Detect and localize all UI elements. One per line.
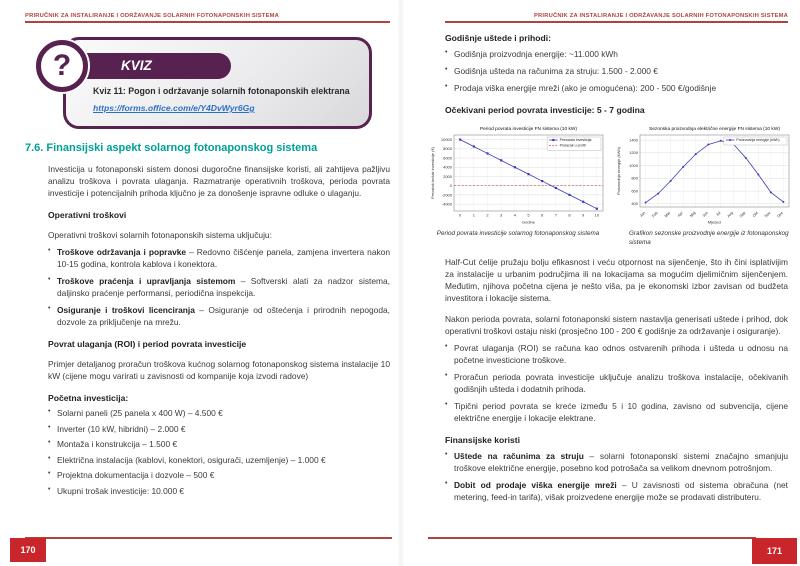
svg-text:1200: 1200: [629, 150, 638, 156]
seasonal-chart-caption: Grafikon sezonske proizvodnje energije iz fotonaponskog sistema: [629, 230, 789, 246]
list-item: • Povrat ulaganja (ROI) se računa kao odnos ostvarenih prihoda i ušteda u odnosu na početne investicione troškove.: [445, 342, 788, 366]
intro-paragraph: Investicija u fotonaponski sistem donosi dugoročne finansijske koristi, ali zahtijeva pažljivu analizu troškova i povrata ulaganja. Razmatranje operativnih troškova, perioda povrata investicije i potencijalnih prihoda ključno je za donošenje ispravne odluke o ulaganju.: [48, 164, 390, 199]
svg-text:Prelazak u profit: Prelazak u profit: [559, 143, 586, 148]
footer-rule-left: [25, 537, 392, 539]
roi-notes-list: [445, 342, 788, 424]
header-rule-right: [445, 21, 788, 23]
header-rule-left: [25, 21, 390, 23]
svg-text:Jun: Jun: [701, 210, 709, 219]
running-header-left: PRIRUČNIK ZA INSTALIRANJE I ODRŽAVANJE SOLARNIH FOTONAPONSKIH SISTEMA: [25, 13, 280, 19]
svg-text:800: 800: [631, 175, 638, 181]
payback-chart-block: [429, 123, 607, 247]
svg-text:Jul: Jul: [715, 210, 722, 218]
svg-text:0: 0: [459, 212, 462, 218]
svg-text:Godine: Godine: [522, 219, 535, 225]
svg-text:7: 7: [554, 212, 557, 218]
svg-text:6: 6: [541, 212, 544, 218]
svg-text:Preostala investicija: Preostala investicija: [559, 138, 592, 143]
list-item: • Proračun perioda povrata investicije uključuje analizu troškova instalacije, očekivanih godišnjih ušteda i dodatnih prihoda.: [445, 371, 788, 395]
seasonal-chart: [615, 123, 793, 225]
svg-text:6000: 6000: [443, 155, 452, 161]
quiz-form-link[interactable]: https://forms.office.com/e/Y4DvWyr6Gg: [93, 103, 255, 113]
footer-rule-right: [428, 537, 756, 539]
svg-text:Maj: Maj: [689, 210, 697, 219]
svg-text:4000: 4000: [443, 164, 452, 170]
list-item: • Prodaja viška energije mreži (ako je omogućena): 200 - 500 €/godišnje: [445, 82, 788, 94]
seasonal-chart-block: [615, 123, 793, 247]
svg-text:10000: 10000: [440, 137, 452, 143]
svg-text:Sep: Sep: [738, 210, 747, 219]
list-item: • Projektna dokumentacija i dozvole – 500 €: [48, 469, 390, 481]
page-number-left: 170: [10, 538, 46, 562]
question-mark-icon: ?: [36, 40, 88, 92]
quiz-box: [52, 37, 372, 129]
initial-investment-heading: Početna investicija:: [48, 393, 129, 404]
svg-text:3: 3: [500, 212, 503, 218]
list-item: • Tipični period povrata se kreće između 5 i 10 godina, zavisno od subvencija, cijene električne energije i lokacije elektrane.: [445, 400, 788, 424]
svg-text:Proizvodnja energije (kWh): Proizvodnja energije (kWh): [736, 138, 780, 143]
list-item: • Godišnja proizvodnja energije: ~11.000 kWh: [445, 48, 788, 60]
svg-text:2000: 2000: [443, 173, 452, 179]
list-item: • Električna instalacija (kablovi, konektori, osigurači, uzemljenje) – 1.000 €: [48, 454, 390, 466]
operating-costs-intro: Operativni troškovi solarnih fotonaponskih sistema uključuju:: [48, 230, 272, 241]
svg-text:Avg: Avg: [726, 210, 734, 219]
after-payback-paragraph: Nakon perioda povrata, solarni fotonaponski sistem nastavlja generisati uštede i prihod, dok operativni troškovi ostaju niski (prosječno 100 - 200 € godišnje za održavanje i osiguranje).: [445, 314, 788, 337]
svg-text:8000: 8000: [443, 146, 452, 152]
initial-investment-list: [48, 407, 390, 497]
svg-text:Mar: Mar: [663, 210, 672, 219]
svg-text:1000: 1000: [629, 163, 638, 169]
list-item: • Godišnja ušteda na računima za struju: 1.500 - 2.000 €: [445, 65, 788, 77]
svg-text:-4000: -4000: [441, 201, 452, 207]
annual-savings-heading: Godišnje uštede i prihodi:: [445, 33, 551, 43]
payback-period-heading: Očekivani period povrata investicije: 5 - 7 godina: [445, 105, 645, 116]
svg-text:400: 400: [631, 201, 638, 207]
svg-text:Preostali trošak investicije (: Preostali trošak investicije (€): [430, 147, 435, 200]
roi-example-paragraph: Primjer detaljanog proračun troškova kućnog solarnog fotonaponskog sistema instalacije 10 kW (cijene mogu varirati u zavisnosti od kompanije koja izvodi radove): [48, 359, 390, 382]
svg-text:1400: 1400: [629, 137, 638, 143]
list-item: • Inverter (10 kW, hibridni) – 2.000 €: [48, 423, 390, 435]
svg-text:Feb: Feb: [651, 210, 659, 219]
halfcut-paragraph: Half-Cut ćelije pružaju bolju efikasnost i veću otpornost na sijenčenje, što ih čini isplativijim za instalacije u urbanim područjima ili na lokacijama sa mogućim djelimičnim sijenčenjem. Međutim, njihova početna cijena je nešto viša, pa je ekonomski izbor zavisan od budžeta investitora i lokacije sistema.: [445, 257, 788, 304]
quiz-pill-label: KVIZ: [71, 53, 231, 79]
svg-text:9: 9: [582, 212, 585, 218]
charts-row: [429, 123, 788, 247]
svg-text:Proizvodnja energije (kWh): Proizvodnja energije (kWh): [616, 147, 621, 196]
svg-text:1: 1: [472, 212, 475, 218]
svg-text:Sezonska proizvodnja električn: Sezonska proizvodnja električne energije FN sistema (10 kW): [649, 127, 780, 133]
svg-text:Mjeseci: Mjeseci: [707, 219, 722, 225]
list-item: • Troškove održavanja i popravke – Redovno čišćenje panela, zamjena invertera nakon 10-15 godina, kontrola kablova i konektora.: [48, 246, 390, 270]
payback-chart: [429, 123, 607, 225]
list-item: • Troškove praćenja i upravljanja sistemom – Softverski alati za nadzor sistema, daljinsko praćenje performansi, periodična inspekcija.: [48, 275, 390, 299]
svg-text:Nov: Nov: [763, 210, 772, 219]
operating-costs-list: [48, 246, 390, 328]
svg-text:-2000: -2000: [441, 192, 452, 198]
section-heading: 7.6. Finansijski aspekt solarnog fotonaponskog sistema: [25, 142, 318, 154]
operating-costs-heading: Operativni troškovi: [48, 210, 127, 221]
svg-text:Apr: Apr: [676, 210, 684, 218]
svg-text:8: 8: [568, 212, 571, 218]
financial-benefits-heading: Finansijske koristi: [445, 435, 520, 446]
list-item: • Solarni paneli (25 panela x 400 W) – 4.500 €: [48, 407, 390, 419]
svg-text:Jan: Jan: [639, 210, 647, 219]
list-item: • Osiguranje i troškovi licenciranja – Osiguranje od oštećenja i prirodnih nepogoda, dozvole za priključenje na mrežu.: [48, 304, 390, 328]
roi-heading: Povrat ulaganja (ROI) i period povrata investicije: [48, 339, 247, 350]
svg-text:Dec: Dec: [776, 210, 785, 219]
financial-benefits-list: [445, 450, 788, 503]
svg-text:5: 5: [527, 212, 530, 218]
svg-text:Okt: Okt: [752, 210, 760, 218]
list-item: • Ukupni trošak investicije: 10.000 €: [48, 485, 390, 497]
page-171: [400, 0, 800, 566]
svg-text:Period povrata investicije FN: Period povrata investicije FN sistema (10 kW): [479, 127, 578, 133]
svg-text:0: 0: [449, 183, 452, 189]
svg-text:4: 4: [513, 212, 516, 218]
payback-chart-caption: Period povrata investicije solarnog fotonaponskog sistema: [436, 230, 600, 238]
svg-text:600: 600: [631, 188, 638, 194]
list-item: • Dobit od prodaje viška energije mreži – U zavisnosti od sistema obračuna (net metering, feed-in tarifa), višak proizvedene energije može se prodavati distributeru.: [445, 479, 788, 503]
list-item: • Montaža i konstrukcija – 1.500 €: [48, 438, 390, 450]
svg-text:10: 10: [594, 212, 600, 218]
list-item: • Uštede na računima za struju – solarni fotonaponski sistemi značajno smanjuju troškove električne energije, posebno kod potrošača sa velikom dnevnom potrošnjom.: [445, 450, 788, 474]
page-number-right: 171: [752, 538, 797, 564]
running-header-right: PRIRUČNIK ZA INSTALIRANJE I ODRŽAVANJE SOLARNIH FOTONAPONSKIH SISTEMA: [533, 13, 788, 19]
annual-savings-list: [445, 48, 788, 94]
quiz-title: Kviz 11: Pogon i održavanje solarnih fotonaponskih elektrana: [93, 86, 350, 96]
svg-text:2: 2: [486, 212, 489, 218]
